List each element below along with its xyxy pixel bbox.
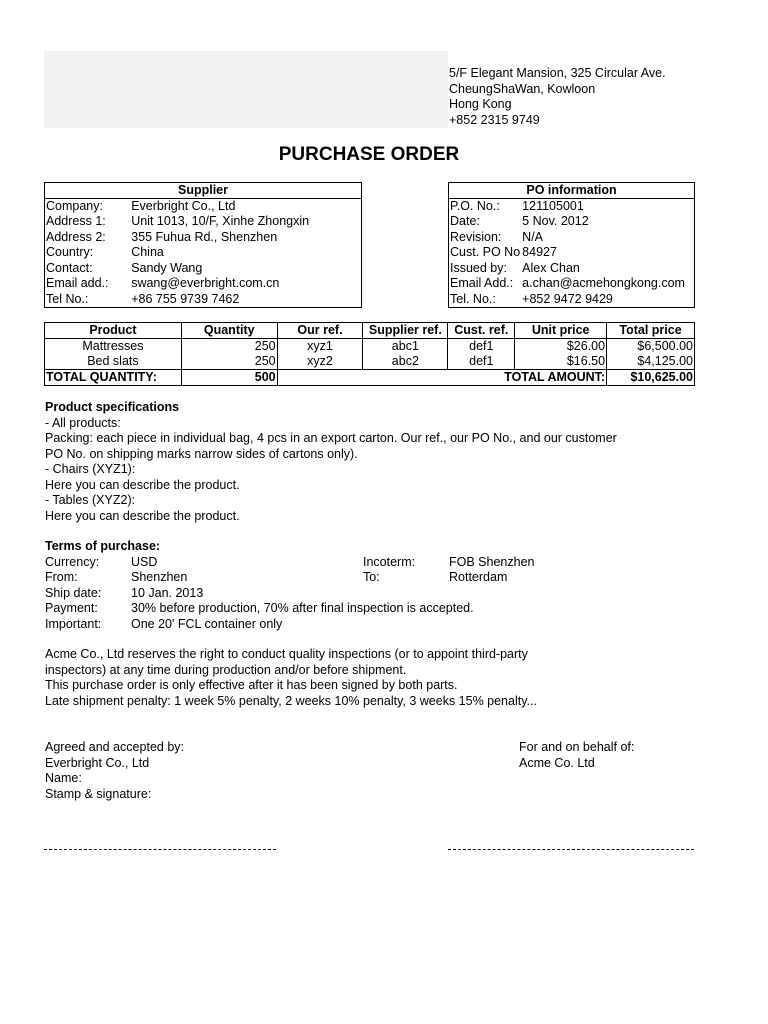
po-info-label: Issued by:: [450, 260, 507, 275]
table-row: [45, 339, 695, 355]
cell-total-price: $4,125.00: [607, 354, 695, 370]
cell-cust-ref: def1: [448, 354, 515, 370]
address-line: 5/F Elegant Mansion, 325 Circular Ave.: [449, 66, 666, 80]
specification-line: Here you can describe the product.: [45, 508, 240, 523]
signature-left-stamp: Stamp & signature:: [45, 786, 152, 801]
signature-right: [519, 740, 634, 771]
terms-row-payment: [45, 601, 705, 617]
to-label: To:: [363, 570, 380, 584]
signature-left: [45, 740, 184, 802]
col-header-our-ref: Our ref.: [277, 323, 363, 339]
incoterm-value: FOB Shenzhen: [449, 554, 535, 569]
product-specifications: [45, 400, 617, 524]
purchase-conditions: [45, 647, 537, 709]
po-info-row: [449, 276, 695, 292]
important-value: One 20' FCL container only: [131, 616, 283, 631]
signature-left-name: Name:: [45, 771, 82, 785]
condition-line: This purchase order is only effective after it has been signed by both parts.: [45, 678, 458, 692]
supplier-value: Everbright Co., Ltd: [131, 199, 236, 213]
col-header-product: Product: [45, 323, 182, 339]
company-address: [449, 66, 666, 128]
cell-cust-ref: def1: [448, 339, 515, 355]
po-info-header: PO information: [449, 183, 695, 199]
supplier-label: Address 2:: [46, 229, 106, 244]
cell-supplier-ref: abc2: [363, 354, 448, 370]
supplier-label: Tel No.:: [46, 291, 89, 306]
specification-line: Packing: each piece in individual bag, 4 pcs in an export carton. Our ref., our PO No., and our customer: [45, 431, 617, 445]
totals-row: [45, 370, 695, 386]
cell-our-ref: xyz1: [277, 339, 363, 355]
specification-line: Here you can describe the product.: [45, 477, 240, 492]
supplier-value: +86 755 9739 7462: [131, 291, 240, 306]
signature-line-right: [448, 849, 694, 850]
cell-unit-price: $26.00: [515, 339, 607, 355]
po-info-label: P.O. No.:: [450, 199, 500, 213]
total-quantity-label: TOTAL QUANTITY:: [45, 370, 182, 386]
supplier-label: Contact:: [46, 260, 93, 275]
po-info-row: [449, 214, 695, 230]
specifications-heading: Product specifications: [45, 400, 180, 414]
payment-value: 30% before production, 70% after final inspection is accepted.: [131, 601, 474, 615]
supplier-row: [45, 245, 362, 261]
col-header-total-price: Total price: [607, 323, 695, 339]
col-header-cust-ref: Cust. ref.: [448, 323, 515, 339]
supplier-row: [45, 214, 362, 230]
po-info-label: Date:: [450, 214, 480, 229]
signature-right-company: Acme Co. Ltd: [519, 755, 595, 770]
logo-placeholder: [44, 51, 448, 128]
page-title: PURCHASE ORDER: [278, 144, 460, 165]
po-info-value: N/A: [522, 229, 544, 244]
po-info-label: Tel. No.:: [450, 291, 496, 306]
cell-quantity: 250: [181, 354, 277, 370]
po-info-row: [449, 245, 695, 261]
ship-date-value: 10 Jan. 2013: [131, 585, 204, 600]
payment-label: Payment:: [45, 601, 98, 615]
supplier-value: Sandy Wang: [131, 260, 203, 275]
incoterm-label: Incoterm:: [363, 554, 416, 569]
terms-row-route: [45, 570, 705, 586]
po-info-label: Cust. PO No: [450, 245, 521, 260]
supplier-label: Country:: [46, 245, 94, 260]
signature-right-line: For and on behalf of:: [519, 740, 635, 754]
supplier-value: 355 Fuhua Rd., Shenzhen: [131, 229, 278, 244]
supplier-value: China: [131, 245, 164, 260]
supplier-value: swang@everbright.com.cn: [131, 276, 280, 291]
total-amount-value: $10,625.00: [607, 370, 695, 386]
terms-row-currency: [45, 555, 705, 571]
po-info-row: [449, 230, 695, 246]
po-info-value: 121105001: [522, 199, 584, 213]
po-info-value: 5 Nov. 2012: [522, 214, 589, 229]
total-amount-label: TOTAL AMOUNT:: [277, 370, 606, 386]
supplier-row: [45, 292, 362, 308]
cell-product: Mattresses: [45, 339, 182, 355]
terms-row-important: [45, 617, 705, 633]
specification-line: - All products:: [45, 415, 121, 430]
cell-quantity: 250: [181, 339, 277, 355]
supplier-row: [45, 261, 362, 277]
to-value: Rotterdam: [449, 570, 508, 584]
specification-line: PO No. on shipping marks narrow sides of cartons only).: [45, 446, 358, 461]
po-info-table: [448, 182, 695, 308]
important-label: Important:: [45, 616, 102, 631]
supplier-table: [44, 182, 362, 308]
address-phone: +852 2315 9749: [449, 112, 540, 127]
products-table: [44, 322, 695, 386]
supplier-value: Unit 1013, 10/F, Xinhe Zhongxin: [131, 214, 310, 229]
ship-date-label: Ship date:: [45, 585, 102, 600]
col-header-unit-price: Unit price: [515, 323, 607, 339]
po-info-value: 84927: [522, 245, 557, 260]
cell-our-ref: xyz2: [277, 354, 363, 370]
cell-product: Bed slats: [45, 354, 182, 370]
po-info-label: Email Add.:: [450, 276, 514, 291]
po-info-row: [449, 261, 695, 277]
supplier-row: [45, 199, 362, 215]
supplier-row: [45, 230, 362, 246]
currency-value: USD: [131, 554, 158, 569]
signature-left-line: Agreed and accepted by:: [45, 740, 184, 754]
signature-left-company: Everbright Co., Ltd: [45, 755, 150, 770]
supplier-header: Supplier: [45, 183, 362, 199]
address-line: CheungShaWan, Kowloon: [449, 81, 596, 96]
signature-line-left: [44, 849, 276, 850]
total-quantity-value: 500: [181, 370, 277, 386]
cell-total-price: $6,500.00: [607, 339, 695, 355]
table-row: [45, 354, 695, 370]
po-info-value: Alex Chan: [522, 260, 580, 275]
supplier-row: [45, 276, 362, 292]
specification-line: - Chairs (XYZ1):: [45, 462, 136, 476]
col-header-supplier-ref: Supplier ref.: [363, 323, 448, 339]
terms-heading: Terms of purchase:: [45, 539, 161, 553]
address-line: Hong Kong: [449, 97, 512, 111]
po-info-row: [449, 199, 695, 215]
terms-row-ship-date: [45, 586, 705, 602]
supplier-label: Email add.:: [46, 276, 109, 291]
po-info-value: +852 9472 9429: [522, 291, 613, 306]
col-header-quantity: Quantity: [181, 323, 277, 339]
po-info-label: Revision:: [450, 229, 502, 244]
cell-unit-price: $16.50: [515, 354, 607, 370]
from-label: From:: [45, 570, 78, 584]
currency-label: Currency:: [45, 554, 100, 569]
from-value: Shenzhen: [131, 570, 188, 584]
products-header-row: [45, 323, 695, 339]
supplier-label: Address 1:: [46, 214, 106, 229]
condition-line: Late shipment penalty: 1 week 5% penalty, 2 weeks 10% penalty, 3 weeks 15% penalty...: [45, 693, 537, 708]
specification-line: - Tables (XYZ2):: [45, 493, 136, 507]
condition-line: inspectors) at any time during production and/or before shipment.: [45, 662, 407, 677]
supplier-label: Company:: [46, 199, 103, 213]
po-info-row: [449, 292, 695, 308]
po-info-value: a.chan@acmehongkong.com: [522, 276, 685, 291]
cell-supplier-ref: abc1: [363, 339, 448, 355]
terms-of-purchase: [45, 539, 705, 632]
condition-line: Acme Co., Ltd reserves the right to conduct quality inspections (or to appoint third-party: [45, 647, 528, 661]
